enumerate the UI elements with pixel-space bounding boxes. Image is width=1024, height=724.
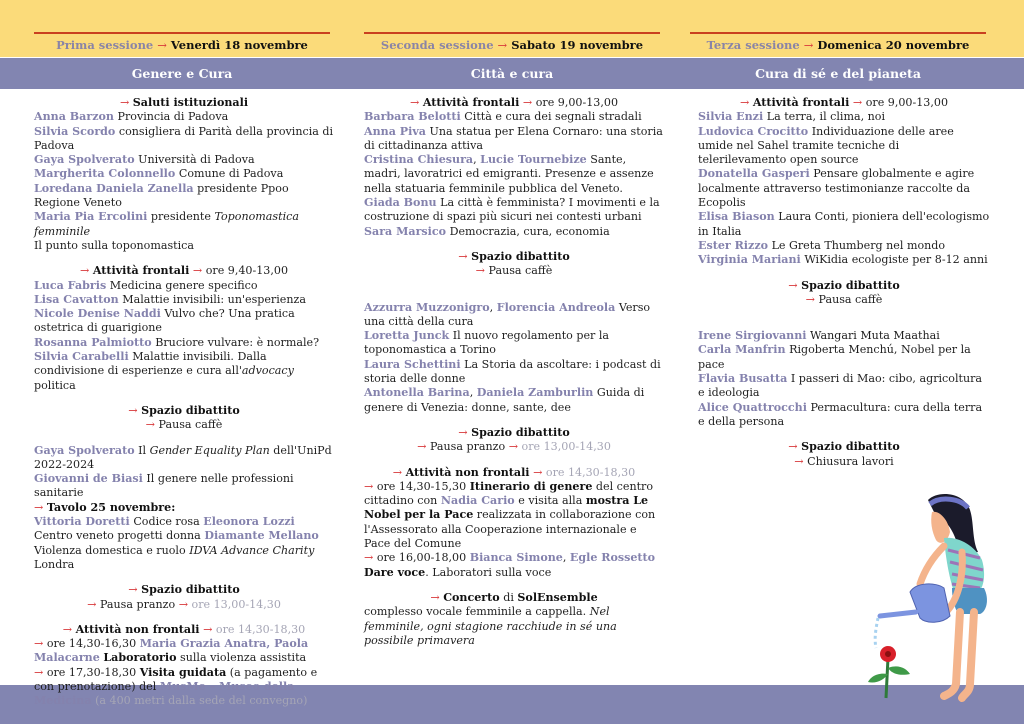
water-drops (875, 618, 878, 648)
list-item (364, 358, 664, 387)
talk-text: Città e cura dei segnali stradali (464, 110, 642, 124)
session-2-program (364, 96, 664, 648)
talk-text: La città è femminista? I movimenti e la costruzione di spazi più sicuri nei contesti urbani (364, 196, 660, 224)
leaf-shape (888, 666, 910, 674)
talk-text: Università di Padova (138, 153, 255, 167)
arm-shape (920, 546, 944, 584)
arrow-right-icon: → (788, 440, 798, 454)
break-text: Pausa caffè (488, 264, 553, 278)
list-item (364, 196, 664, 225)
list-item: Antonella Barina, Daniela Zamburlin Guida di genere di Venezia: donne, sante, dee (364, 386, 645, 414)
speaker-name: Silvia Enzi (698, 110, 764, 124)
venue-name: MusMe – Museo della Medicina (34, 679, 295, 708)
talk-text: Il (138, 443, 147, 457)
talk-text: I passeri di Mao: cibo, agricoltura e ideologia (698, 372, 983, 400)
time-text: ore 14,30-16,30 (46, 637, 137, 651)
heading-text: Attività frontali (752, 96, 850, 109)
list-item (34, 666, 334, 709)
speaker-name: Silvia Scordo (34, 124, 116, 138)
list-item (34, 472, 334, 501)
break-item (34, 598, 334, 612)
section-heading (34, 264, 334, 278)
list-item (698, 372, 990, 401)
list-item (34, 336, 334, 350)
arrow-right-icon: → (533, 465, 543, 479)
list-item (364, 125, 664, 154)
talk-text: . Laboratori sulla voce (425, 565, 552, 579)
arrow-right-icon: → (805, 292, 815, 306)
speaker-name: Ester Rizzo (698, 238, 769, 252)
list-item (34, 110, 334, 124)
arrow-right-icon: → (475, 264, 485, 278)
arrow-right-icon: → (739, 96, 750, 109)
speaker-name: Lucie Tournebize (480, 153, 587, 167)
talk-text: WiKidia ecologiste per 8-12 anni (804, 253, 988, 267)
speaker-name: Bianca Simone (469, 551, 563, 565)
session-label: Prima sessione (56, 38, 154, 52)
speaker-name: Nadia Cario (440, 494, 515, 508)
activity-title: Laboratorio (103, 651, 177, 665)
heading-text: Concerto (443, 590, 500, 604)
talk-text: complesso vocale femminile a cappella. (364, 605, 587, 619)
girl-watering-flower-illustration (866, 488, 1016, 710)
arrow-right-icon: → (409, 96, 420, 109)
list-item (698, 329, 990, 343)
talk-text: Il nuovo regolamento per la toponomastica a Torino (364, 329, 610, 357)
watering-can-spout (880, 612, 916, 616)
break-item (698, 293, 990, 307)
talk-text: Sante, madri, lavoratrici ed emigranti. Presenze e assenze nella statuaria femminile pubblica del Veneto. (364, 153, 654, 195)
talk-text: Pensare globalmente e agire localmente attraverso testimonianze raccolte da Ecopolis (698, 167, 975, 210)
heading-text: Tavolo 25 novembre: (46, 500, 176, 514)
talk-text: sulla violenza assistita (180, 651, 307, 665)
speaker-name: Anna Piva (364, 124, 426, 138)
session-header-3 (690, 38, 986, 52)
arrow-right-icon: → (34, 500, 44, 514)
talk-text: Laura Conti, pioniera dell'ecologismo in Italia (698, 210, 990, 238)
speaker-name: Anna Barzon (34, 110, 114, 124)
session-header-2 (364, 38, 660, 52)
break-item (698, 455, 990, 469)
arrow-right-icon: → (417, 440, 427, 454)
talk-text: La terra, il clima, noi (766, 110, 886, 124)
talk-text: Medicina genere specifico (109, 278, 258, 292)
arrow-right-icon: → (157, 38, 167, 52)
speaker-name: Gaya Spolverato (34, 153, 135, 167)
speaker-name: Alice Quattrocchi (698, 400, 807, 414)
speaker-name: Lisa Cavatton (34, 292, 119, 306)
speaker-name: Maria Pia Ercolini (34, 210, 148, 224)
watering-can-shape (910, 584, 950, 622)
session-title: Città e cura (470, 66, 554, 81)
list-item (698, 401, 990, 430)
speaker-name: Egle Rossetto (569, 551, 656, 565)
talk-italic: Nel femminile, ogni stagione racchiude in sé una possibile primavera (364, 605, 617, 647)
talk-text: La Storia da ascoltare: i podcast di storia delle donne (364, 357, 661, 386)
time-text: ore 9,00-13,00 (865, 96, 949, 109)
arrow-right-icon: → (34, 637, 44, 651)
list-item (364, 480, 664, 551)
talk-italic: Toponomastica femminile (34, 210, 299, 238)
speaker-name: Laura Schettini (364, 357, 461, 371)
list-item (698, 110, 990, 124)
list-item (364, 110, 664, 124)
speaker-name: Flavia Busatta (698, 372, 788, 386)
talk-text: Provincia di Padova (117, 110, 229, 124)
list-item: → ore 16,00-18,00 Bianca Simone, Egle Rossetto Dare voce. Laboratori sulla voce (364, 551, 656, 579)
talk-text: Malattie invisibili: un'esperienza (122, 292, 306, 306)
speaker-name: Florencia Andreola (496, 300, 616, 314)
time-text: ore 9,40-13,00 (205, 264, 289, 278)
arrow-right-icon: → (364, 551, 374, 565)
break-text: Chiusura lavori (807, 454, 894, 468)
talk-text: Bruciore vulvare: è normale? (155, 335, 320, 349)
talk-text: Codice rosa (133, 515, 200, 529)
speaker-name: Margherita Colonnello (34, 167, 176, 181)
list-item (364, 329, 664, 358)
talk-text: e visita alla (518, 494, 583, 508)
speaker-name: Maria Grazia Anatra, Paola Malacarne (34, 637, 309, 665)
talk-text: Una statua per Elena Cornaro: una storia di cittadinanza attiva (364, 124, 663, 152)
speaker-name: Carla Manfrin (698, 343, 786, 357)
venue-note: (a 400 metri dalla sede del convegno) (95, 694, 308, 708)
break-item (364, 440, 664, 454)
talk-text: Individuazione delle aree umide nel Sahel tramite tecniche di telerilevamento open source (698, 124, 954, 167)
arrow-right-icon: → (794, 454, 804, 468)
talk-text: Verso una città della cura (364, 300, 651, 328)
talk-text: Centro veneto progetti donna (34, 529, 201, 543)
ensemble-name: SolEnsemble (517, 590, 598, 604)
session-1-program (34, 96, 334, 709)
arrow-right-icon: → (192, 264, 203, 278)
speaker-name: Luca Fabris (34, 278, 107, 292)
section-heading (364, 466, 664, 480)
talk-text: Rigoberta Menchú, Nobel per la pace (698, 343, 971, 371)
speaker-name: Silvia Carabelli (34, 350, 129, 364)
section-heading (364, 250, 664, 264)
speaker-name: Loretta Junck (364, 329, 450, 343)
session-3-program (698, 96, 990, 469)
speaker-name: Virginia Mariani (698, 253, 801, 267)
speaker-name: Daniela Zamburlin (476, 386, 594, 400)
session-header-1 (34, 38, 330, 52)
list-item (698, 253, 990, 267)
speaker-name: Eleonora Lozzi (203, 515, 295, 529)
speaker-name: Diamante Mellano (204, 529, 319, 543)
talk-text: presidente (150, 210, 211, 224)
section-heading (34, 583, 334, 597)
time-text: ore 13,00-14,30 (521, 440, 611, 454)
arrow-right-icon: → (128, 403, 138, 417)
arrow-right-icon: → (178, 597, 189, 611)
section-heading (698, 96, 990, 110)
activity-title: mostra Le Nobel per la Pace (364, 494, 649, 522)
speaker-name: Sara Marsico (364, 224, 447, 238)
list-item (34, 167, 334, 181)
talk-text: Il punto sulla toponomastica (34, 238, 194, 252)
list-item (34, 350, 334, 393)
heading-text: Attività non frontali (405, 465, 530, 479)
section-heading (698, 440, 990, 454)
speaker-name: Barbara Belotti (364, 110, 461, 124)
list-item (698, 210, 990, 239)
list-item (698, 125, 990, 168)
arrow-right-icon: → (522, 96, 533, 109)
arrow-right-icon: → (497, 38, 508, 52)
arrow-right-icon: → (34, 665, 44, 679)
arrow-right-icon: → (458, 425, 468, 439)
heading-text: di (503, 590, 514, 604)
arrow-right-icon: → (145, 418, 155, 432)
list-item: Cristina Chiesura, Lucie Tournebize Sante, madri, lavoratrici ed emigranti. Presenze e assenze nella statuaria femminile pubblica del Veneto. (364, 153, 654, 195)
activity-title: Dare voce (364, 565, 426, 579)
time-text: ore 14,30-18,30 (545, 465, 636, 479)
activity-title: Visita guidata (139, 665, 227, 679)
leaf-shape (868, 674, 888, 683)
talk-text: consigliera di Parità della provincia di Padova (34, 124, 334, 152)
divider-line (34, 32, 330, 34)
divider-line (690, 32, 986, 34)
arrow-right-icon: → (364, 479, 374, 493)
talk-text: Wangari Muta Maathai (810, 329, 940, 343)
heading-text: Spazio dibattito (801, 440, 900, 454)
speaker-name: Irene Sirgiovanni (698, 329, 807, 343)
list-item (34, 182, 334, 211)
speaker-name: Cristina Chiesura (364, 153, 474, 167)
speaker-name: Elisa Biason (698, 210, 775, 224)
tavolo-heading (34, 501, 334, 515)
section-heading (34, 404, 334, 418)
break-text: Pausa caffè (158, 418, 223, 432)
leg-shape (962, 612, 974, 698)
section-heading (364, 96, 664, 110)
talk-text: Permacultura: cura della terra e della persona (698, 400, 983, 428)
time-text: ore 13,00-14,30 (191, 597, 281, 611)
arrow-right-icon: → (430, 590, 440, 604)
time-text: ore 14,30-18,30 (215, 622, 306, 636)
list-item (698, 239, 990, 253)
speaker-name: Loredana Daniela Zanella (34, 181, 194, 195)
session-title: Genere e Cura (131, 66, 233, 81)
heading-text: Spazio dibattito (801, 278, 900, 292)
break-text: Pausa caffè (818, 292, 883, 306)
session-label: Terza sessione (706, 38, 800, 52)
list-item (34, 279, 334, 293)
session-date: Domenica 20 novembre (817, 38, 970, 52)
session-title: Cura di sé e del pianeta (755, 66, 921, 81)
arrow-right-icon: → (458, 249, 468, 263)
flower-stem (886, 658, 888, 698)
speaker-name: Antonella Barina (364, 386, 470, 400)
talk-text: Comune di Padova (178, 167, 284, 181)
heading-text: Spazio dibattito (141, 583, 240, 597)
talk-text: del centro cittadino con (364, 479, 654, 508)
list-item (34, 153, 334, 167)
time-text: ore 14,30-15,30 (376, 479, 467, 493)
arrow-right-icon: → (508, 440, 519, 454)
arrow-right-icon: → (87, 597, 97, 611)
leg-shape (944, 612, 960, 696)
arrow-right-icon: → (62, 622, 73, 636)
speaker-name: Azzurra Muzzonigro (364, 300, 490, 314)
session-date: Sabato 19 novembre (511, 38, 644, 52)
list-item (34, 210, 334, 253)
break-text: Pausa pranzo (99, 597, 176, 611)
list-item (34, 637, 334, 666)
arrow-right-icon: → (852, 96, 863, 109)
speaker-name: Nicole Denise Naddi (34, 307, 161, 321)
session-date: Venerdì 18 novembre (170, 38, 308, 52)
talk-text: Violenza domestica e ruolo (34, 543, 186, 557)
talk-text: presidente Ppoo Regione Veneto (34, 181, 289, 210)
heading-text: Attività frontali (92, 264, 190, 278)
heading-text: Saluti istituzionali (132, 96, 249, 109)
heading-text: Attività non frontali (75, 622, 200, 636)
section-heading (34, 96, 334, 110)
talk-text: politica (34, 378, 76, 392)
arrow-right-icon: → (119, 96, 130, 109)
list-item (698, 343, 990, 372)
talk-text: Democrazia, cura, economia (449, 224, 610, 238)
heading-text: Spazio dibattito (471, 425, 570, 439)
speaker-name: Donatella Gasperi (698, 167, 810, 181)
tavolo-item (34, 515, 334, 572)
list-item (34, 293, 334, 307)
list-item (34, 307, 334, 336)
heading-text: Spazio dibattito (141, 403, 240, 417)
section-heading (364, 591, 664, 605)
speaker-name: Vittoria Doretti (34, 515, 130, 529)
section-heading (34, 623, 334, 637)
talk-italic: Gender Equality Plan (149, 443, 270, 457)
section-heading (364, 426, 664, 440)
list-item (698, 167, 990, 210)
talk-text: dell'UniPd 2022-2024 (34, 443, 332, 471)
section-heading (698, 279, 990, 293)
talk-text: realizzata in collaborazione con l'Assessorato alla Cooperazione internazionale e Pace del Comune (364, 508, 656, 551)
heading-text: Spazio dibattito (471, 249, 570, 263)
talk-text: Il genere nelle professioni sanitarie (34, 472, 294, 500)
time-text: ore 9,00-13,00 (535, 96, 619, 109)
speaker-name: Giovanni de Biasi (34, 472, 143, 486)
break-item (364, 264, 664, 278)
list-item (34, 444, 334, 473)
concert-description (364, 605, 664, 648)
talk-text: Londra (34, 557, 75, 571)
talk-text: (a pagamento e con prenotazione) del (34, 665, 318, 693)
talk-italic: advocacy (241, 364, 294, 378)
arrow-right-icon: → (392, 465, 403, 479)
break-item (34, 418, 334, 432)
speaker-name: Rosanna Palmiotto (34, 335, 152, 349)
list-item: Azzurra Muzzonigro, Florencia Andreola Verso una città della cura (364, 300, 651, 328)
talk-text: Guida di genere di Venezia: donne, sante, dee (364, 386, 645, 414)
arrow-right-icon: → (128, 583, 138, 597)
talk-text: Malattie invisibili. Dalla condivisione di esperienze e cura all' (34, 350, 267, 378)
list-item (34, 125, 334, 154)
talk-text: Le Greta Thumberg nel mondo (771, 238, 946, 252)
activity-title: Itinerario di genere (469, 479, 593, 493)
talk-text: Vulvo che? Una pratica ostetrica di guarigione (34, 307, 295, 335)
arrow-right-icon: → (203, 622, 213, 636)
talk-italic: IDVA Advance Charity (189, 543, 315, 557)
time-text: ore 16,00-18,00 (376, 551, 467, 565)
arrow-right-icon: → (79, 264, 90, 278)
session-label: Seconda sessione (380, 38, 494, 52)
arrow-right-icon: → (788, 278, 798, 292)
speaker-name: Giada Bonu (364, 196, 437, 210)
break-text: Pausa pranzo (429, 440, 506, 454)
speaker-name: Ludovica Crocitto (698, 124, 809, 138)
arrow-right-icon: → (803, 38, 814, 52)
divider-line (364, 32, 660, 34)
heading-text: Attività frontali (422, 96, 520, 109)
speaker-name: Gaya Spolverato (34, 443, 135, 457)
list-item (364, 225, 664, 239)
time-text: ore 17,30-18,30 (46, 665, 137, 679)
